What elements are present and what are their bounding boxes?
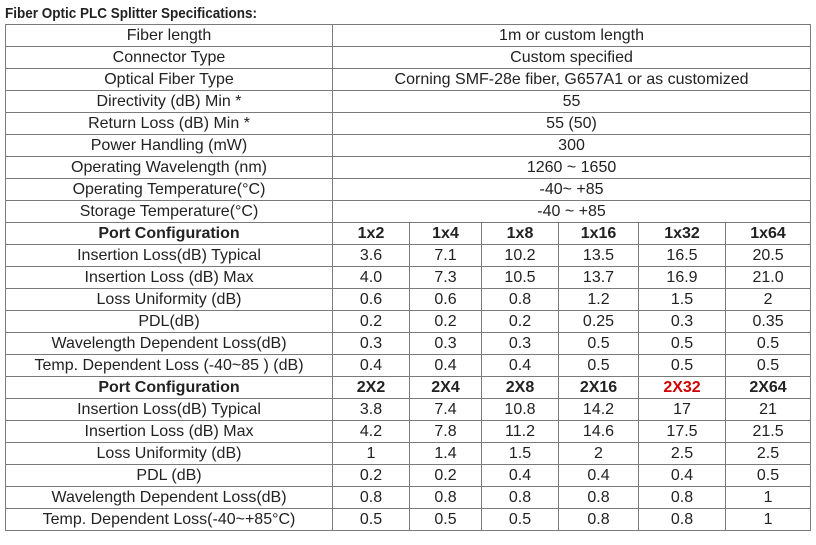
spec-value: 0.5 xyxy=(482,509,559,531)
spec-row xyxy=(6,69,811,91)
spec-value: 17.5 xyxy=(639,421,726,443)
spec-value: Corning SMF-28e fiber, G657A1 or as customized xyxy=(333,69,811,91)
port-header: 2X4 xyxy=(410,377,482,399)
spec-value: 0.8 xyxy=(410,487,482,509)
spec-label: Wavelength Dependent Loss(dB) xyxy=(6,487,333,509)
spec-value: 13.7 xyxy=(559,267,639,289)
spec-row xyxy=(6,201,811,223)
spec-value: 0.6 xyxy=(410,289,482,311)
spec-value: 0.2 xyxy=(333,311,410,333)
spec-value: 1260 ~ 1650 xyxy=(333,157,811,179)
spec-value: 21.0 xyxy=(726,267,811,289)
spec-label: Return Loss (dB) Min * xyxy=(6,113,333,135)
spec-value: 0.4 xyxy=(482,465,559,487)
port-header: 2X8 xyxy=(482,377,559,399)
page-title: Fiber Optic PLC Splitter Specifications: xyxy=(5,5,258,22)
spec-value: 3.8 xyxy=(333,399,410,421)
spec-value: 0.5 xyxy=(333,509,410,531)
port-configuration-row xyxy=(6,223,811,245)
spec-value: 0.8 xyxy=(333,487,410,509)
spec-value: 0.5 xyxy=(726,333,811,355)
spec-value: 55 (50) xyxy=(333,113,811,135)
spec-value: 1.5 xyxy=(482,443,559,465)
spec-table xyxy=(5,24,811,531)
spec-value: 0.4 xyxy=(559,465,639,487)
spec-value: 0.5 xyxy=(559,355,639,377)
spec-row xyxy=(6,157,811,179)
spec-value: 1.4 xyxy=(410,443,482,465)
spec-value: 21.5 xyxy=(726,421,811,443)
spec-label: PDL (dB) xyxy=(6,465,333,487)
spec-value: 0.2 xyxy=(482,311,559,333)
spec-row xyxy=(6,421,811,443)
spec-value: 1m or custom length xyxy=(333,25,811,47)
spec-value: 4.0 xyxy=(333,267,410,289)
spec-value: 10.2 xyxy=(482,245,559,267)
spec-row xyxy=(6,509,811,531)
spec-label: Wavelength Dependent Loss(dB) xyxy=(6,333,333,355)
spec-value: 13.5 xyxy=(559,245,639,267)
spec-value: 1 xyxy=(726,509,811,531)
spec-label: Insertion Loss(dB) Typical xyxy=(6,245,333,267)
spec-label: Operating Temperature(°C) xyxy=(6,179,333,201)
spec-label: Directivity (dB) Min * xyxy=(6,91,333,113)
spec-value: 0.4 xyxy=(333,355,410,377)
spec-label: Insertion Loss (dB) Max xyxy=(6,267,333,289)
spec-table-body xyxy=(6,25,811,531)
spec-value: 0.3 xyxy=(333,333,410,355)
spec-value: 0.2 xyxy=(410,465,482,487)
spec-value: 0.8 xyxy=(559,509,639,531)
spec-value: 2 xyxy=(559,443,639,465)
spec-value: 4.2 xyxy=(333,421,410,443)
port-header: 1x2 xyxy=(333,223,410,245)
spec-label: Optical Fiber Type xyxy=(6,69,333,91)
spec-value: 17 xyxy=(639,399,726,421)
spec-value: 10.8 xyxy=(482,399,559,421)
spec-value: 21 xyxy=(726,399,811,421)
spec-row xyxy=(6,47,811,69)
spec-value: 1.2 xyxy=(559,289,639,311)
spec-value: 0.5 xyxy=(410,509,482,531)
spec-value: 55 xyxy=(333,91,811,113)
spec-value: 0.4 xyxy=(639,465,726,487)
spec-value: 1.5 xyxy=(639,289,726,311)
port-header: 1x32 xyxy=(639,223,726,245)
spec-row xyxy=(6,267,811,289)
port-header: 2X32 xyxy=(639,377,726,399)
spec-value: 0.5 xyxy=(559,333,639,355)
port-header: 1x8 xyxy=(482,223,559,245)
spec-row xyxy=(6,311,811,333)
spec-label: Insertion Loss (dB) Max xyxy=(6,421,333,443)
spec-label: Temp. Dependent Loss(-40~+85°C) xyxy=(6,509,333,531)
spec-row xyxy=(6,333,811,355)
spec-row xyxy=(6,289,811,311)
spec-label: Storage Temperature(°C) xyxy=(6,201,333,223)
spec-row xyxy=(6,487,811,509)
spec-value: 0.8 xyxy=(482,289,559,311)
spec-row xyxy=(6,465,811,487)
spec-row xyxy=(6,443,811,465)
spec-value: 1 xyxy=(333,443,410,465)
spec-row xyxy=(6,245,811,267)
spec-value: 0.8 xyxy=(559,487,639,509)
spec-value: 0.3 xyxy=(482,333,559,355)
spec-value: 0.8 xyxy=(639,487,726,509)
spec-label: Power Handling (mW) xyxy=(6,135,333,157)
port-configuration-row xyxy=(6,377,811,399)
spec-value: 0.35 xyxy=(726,311,811,333)
spec-row xyxy=(6,91,811,113)
spec-value: 0.3 xyxy=(639,311,726,333)
spec-row xyxy=(6,25,811,47)
port-header: 1x4 xyxy=(410,223,482,245)
spec-value: 1 xyxy=(726,487,811,509)
spec-value: 14.2 xyxy=(559,399,639,421)
spec-value: 0.25 xyxy=(559,311,639,333)
spec-value: 2 xyxy=(726,289,811,311)
spec-row xyxy=(6,355,811,377)
spec-value: 2.5 xyxy=(726,443,811,465)
spec-label: Connector Type xyxy=(6,47,333,69)
spec-value: Custom specified xyxy=(333,47,811,69)
spec-value: 0.5 xyxy=(639,333,726,355)
spec-row xyxy=(6,135,811,157)
spec-value: 0.2 xyxy=(410,311,482,333)
port-header: 2X2 xyxy=(333,377,410,399)
port-header: 1x64 xyxy=(726,223,811,245)
port-header: 2X64 xyxy=(726,377,811,399)
spec-value: 10.5 xyxy=(482,267,559,289)
spec-row xyxy=(6,113,811,135)
spec-value: 0.4 xyxy=(482,355,559,377)
spec-value: -40 ~ +85 xyxy=(333,201,811,223)
spec-row xyxy=(6,179,811,201)
spec-value: 7.4 xyxy=(410,399,482,421)
port-configuration-label: Port Configuration xyxy=(6,377,333,399)
spec-value: 7.3 xyxy=(410,267,482,289)
spec-value: 0.8 xyxy=(482,487,559,509)
spec-value: 20.5 xyxy=(726,245,811,267)
spec-value: 16.9 xyxy=(639,267,726,289)
spec-label: PDL(dB) xyxy=(6,311,333,333)
spec-value: 0.5 xyxy=(639,355,726,377)
spec-value: 0.8 xyxy=(639,509,726,531)
spec-value: 0.6 xyxy=(333,289,410,311)
port-configuration-label: Port Configuration xyxy=(6,223,333,245)
spec-label: Loss Uniformity (dB) xyxy=(6,443,333,465)
spec-value: 16.5 xyxy=(639,245,726,267)
spec-value: -40~ +85 xyxy=(333,179,811,201)
spec-value: 0.3 xyxy=(410,333,482,355)
spec-value: 0.4 xyxy=(410,355,482,377)
spec-value: 0.5 xyxy=(726,355,811,377)
spec-label: Fiber length xyxy=(6,25,333,47)
spec-value: 0.2 xyxy=(333,465,410,487)
spec-value: 3.6 xyxy=(333,245,410,267)
spec-row xyxy=(6,399,811,421)
spec-label: Operating Wavelength (nm) xyxy=(6,157,333,179)
spec-value: 0.5 xyxy=(726,465,811,487)
spec-value: 300 xyxy=(333,135,811,157)
spec-value: 14.6 xyxy=(559,421,639,443)
spec-label: Temp. Dependent Loss (-40~85 ) (dB) xyxy=(6,355,333,377)
spec-label: Insertion Loss(dB) Typical xyxy=(6,399,333,421)
spec-label: Loss Uniformity (dB) xyxy=(6,289,333,311)
port-header: 2X16 xyxy=(559,377,639,399)
spec-value: 7.1 xyxy=(410,245,482,267)
spec-value: 2.5 xyxy=(639,443,726,465)
port-header: 1x16 xyxy=(559,223,639,245)
spec-value: 11.2 xyxy=(482,421,559,443)
spec-value: 7.8 xyxy=(410,421,482,443)
